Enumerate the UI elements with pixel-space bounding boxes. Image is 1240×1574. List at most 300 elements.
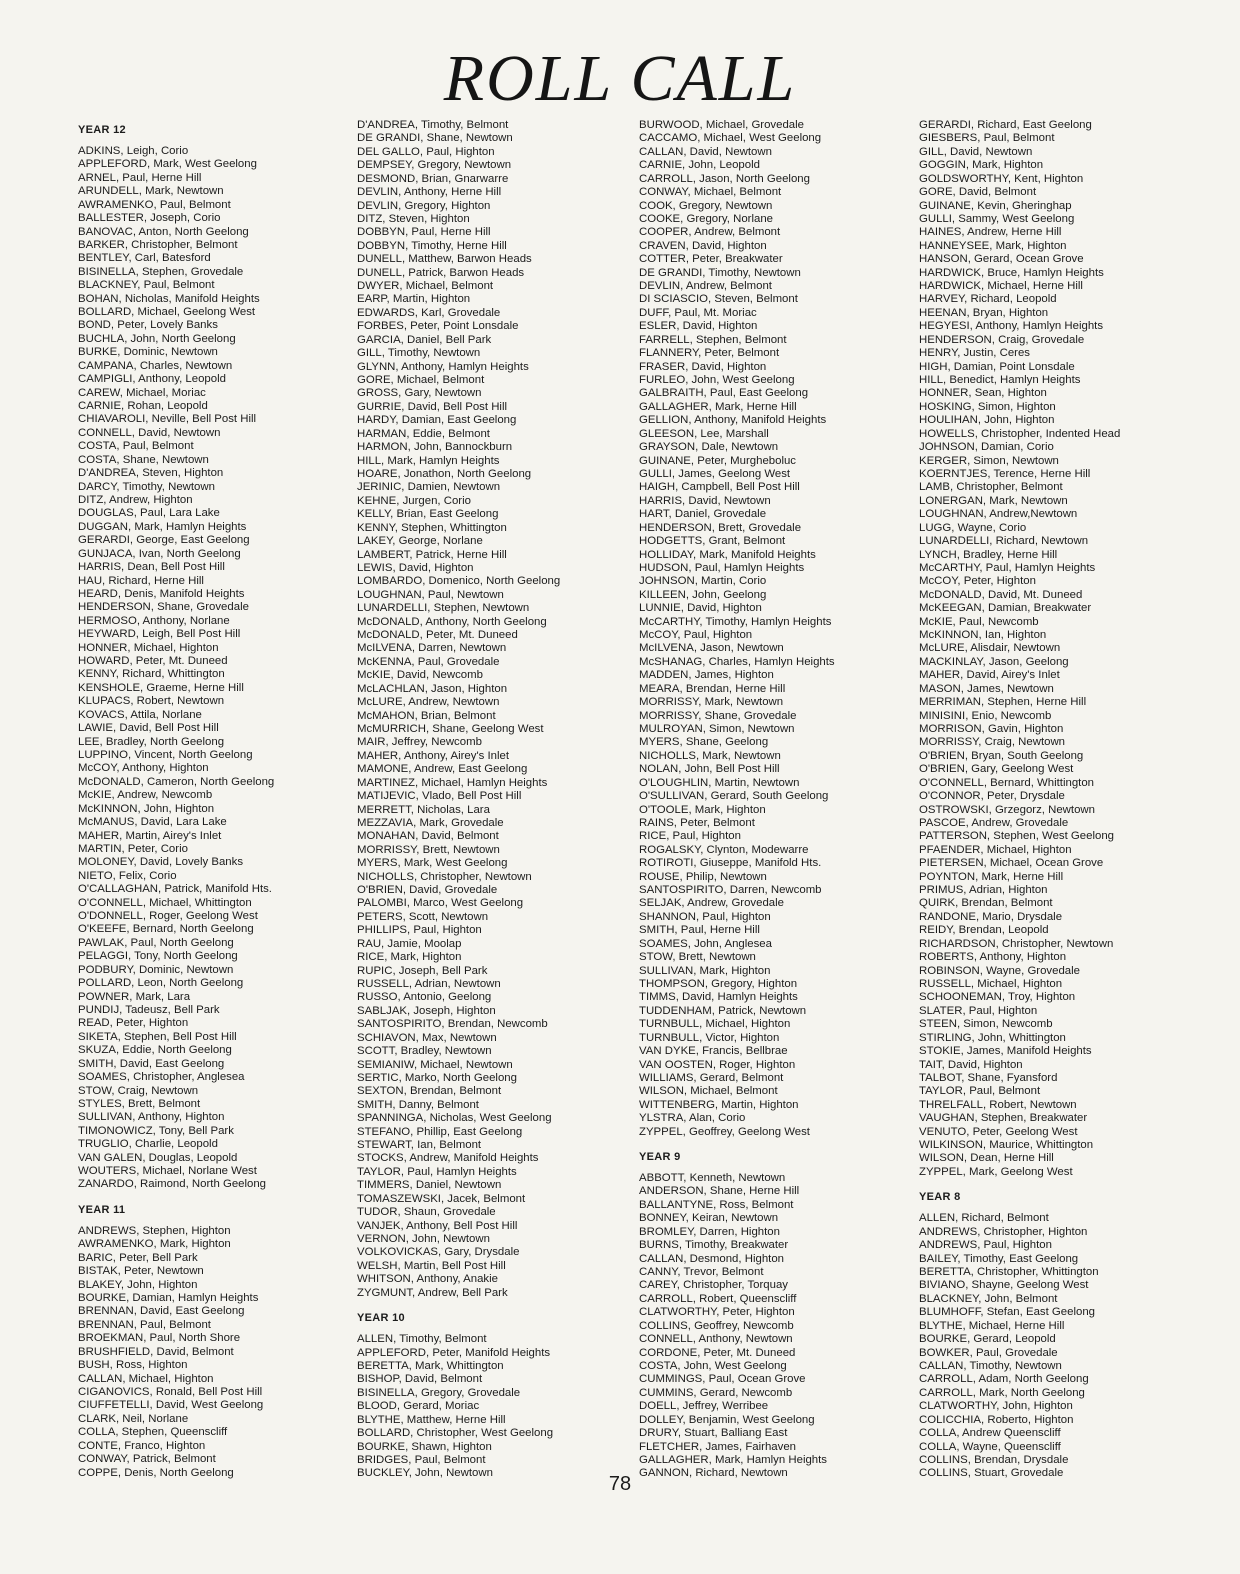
- student-entry: PHILLIPS, Paul, Highton: [357, 924, 482, 937]
- student-entry: BISTAK, Peter, Newtown: [78, 1265, 204, 1278]
- student-entry: SULLIVAN, Anthony, Highton: [78, 1111, 225, 1124]
- student-entry: TURNBULL, Michael, Highton: [639, 1018, 791, 1031]
- student-entry: BOLLARD, Christopher, West Geelong: [357, 1427, 554, 1440]
- year-heading: YEAR 12: [78, 124, 126, 136]
- student-entry: O'CALLAGHAN, Patrick, Manifold Hts.: [78, 883, 272, 896]
- student-entry: RANDONE, Mario, Drysdale: [919, 910, 1063, 923]
- student-entry: CONNELL, Anthony, Newtown: [639, 1333, 793, 1346]
- student-entry: DOBBYN, Paul, Herne Hill: [357, 226, 491, 239]
- student-entry: MAMONE, Andrew, East Geelong: [357, 763, 528, 776]
- student-entry: BOLLARD, Michael, Geelong West: [78, 306, 256, 319]
- student-entry: BRUSHFIELD, David, Belmont: [78, 1345, 234, 1358]
- student-entry: O'CONNELL, Michael, Whittington: [78, 896, 252, 909]
- student-entry: GULLI, James, Geelong West: [639, 467, 791, 480]
- student-entry: DUNELL, Patrick, Barwon Heads: [357, 266, 525, 279]
- student-entry: HAU, Richard, Herne Hill: [78, 574, 204, 587]
- student-entry: O'TOOLE, Mark, Highton: [639, 803, 766, 816]
- student-entry: SOAMES, Christopher, Anglesea: [78, 1071, 245, 1084]
- student-entry: McMURRICH, Shane, Geelong West: [357, 722, 544, 735]
- student-entry: COOKE, Gregory, Norlane: [639, 212, 773, 225]
- student-entry: JOHNSON, Martin, Corio: [639, 575, 767, 588]
- student-entry: BIVIANO, Shayne, Geelong West: [919, 1279, 1089, 1292]
- student-entry: RICHARDSON, Christopher, Newtown: [919, 937, 1114, 950]
- student-entry: LAKEY, George, Norlane: [357, 535, 483, 548]
- student-entry: ESLER, David, Highton: [639, 320, 758, 333]
- student-entry: CUMMINS, Gerard, Newcomb: [639, 1386, 793, 1399]
- student-entry: PELAGGI, Tony, North Geelong: [78, 950, 238, 963]
- student-entry: RUSSELL, Adrian, Newtown: [357, 978, 501, 990]
- student-entry: COLLA, Andrew Queenscliff: [919, 1427, 1061, 1440]
- student-entry: DWYER, Michael, Belmont: [357, 280, 494, 293]
- student-entry: McCOY, Peter, Highton: [919, 575, 1036, 588]
- student-entry: DEVLIN, Anthony, Herne Hill: [357, 186, 502, 199]
- student-entry: CLATWORTHY, John, Highton: [919, 1400, 1073, 1413]
- student-entry: VAUGHAN, Stephen, Breakwater: [919, 1112, 1088, 1125]
- year-section: [919, 119, 1211, 1179]
- student-entry: D'ANDREA, Steven, Highton: [78, 467, 224, 480]
- student-entry: LAMB, Christopher, Belmont: [919, 481, 1063, 494]
- student-entry: CIUFFETELLI, David, West Geelong: [78, 1399, 264, 1412]
- student-entry: CRAVEN, David, Highton: [639, 239, 767, 252]
- student-entry: FORBES, Peter, Point Lonsdale: [357, 320, 519, 333]
- student-entry: COLLINS, Geoffrey, Newcomb: [639, 1319, 794, 1332]
- student-entry: WILLIAMS, Gerard, Belmont: [639, 1071, 784, 1084]
- student-entry: HARDWICK, Michael, Herne Hill: [919, 280, 1083, 293]
- student-entry: GOGGIN, Mark, Highton: [919, 159, 1044, 172]
- student-entry: GUNJACA, Ivan, North Geelong: [78, 547, 241, 560]
- student-entry: CIGANOVICS, Ronald, Bell Post Hill: [78, 1385, 263, 1398]
- student-entry: McKIE, David, Newcomb: [357, 669, 483, 682]
- student-entry: SANTOSPIRITO, Darren, Newcomb: [639, 884, 822, 897]
- student-entry: STOCKS, Andrew, Manifold Heights: [357, 1152, 539, 1165]
- year-heading: YEAR 10: [357, 1312, 405, 1325]
- student-entry: LUNARDELLI, Stephen, Newtown: [357, 602, 530, 615]
- student-list: [919, 1212, 1211, 1480]
- student-list: [78, 1225, 370, 1480]
- student-entry: MYERS, Mark, West Geelong: [357, 857, 508, 870]
- student-entry: BENTLEY, Carl, Batesford: [78, 252, 211, 265]
- student-entry: GERARDI, George, East Geelong: [78, 534, 250, 547]
- student-entry: ZYGMUNT, Andrew, Bell Park: [357, 1286, 508, 1299]
- student-entry: PAWLAK, Paul, North Geelong: [78, 936, 234, 949]
- student-entry: RUPIC, Joseph, Bell Park: [357, 964, 488, 977]
- student-list: [919, 119, 1211, 1179]
- student-entry: O'SULLIVAN, Gerard, South Geelong: [639, 790, 829, 803]
- student-entry: ALLEN, Timothy, Belmont: [357, 1333, 487, 1346]
- student-entry: GOLDSWORTHY, Kent, Highton: [919, 172, 1084, 185]
- student-entry: LOMBARDO, Domenico, North Geelong: [357, 575, 561, 588]
- student-entry: O'DONNELL, Roger, Geelong West: [78, 910, 258, 923]
- student-entry: COLLINS, Stuart, Grovedale: [919, 1467, 1064, 1480]
- student-entry: NOLAN, John, Bell Post Hill: [639, 763, 780, 776]
- student-entry: VAN OOSTEN, Roger, Highton: [639, 1058, 796, 1071]
- student-entry: WITTENBERG, Martin, Highton: [639, 1098, 799, 1111]
- student-entry: O'BRIEN, Gary, Geelong West: [919, 763, 1074, 776]
- student-entry: MONAHAN, David, Belmont: [357, 830, 499, 843]
- student-entry: MERRIMAN, Stephen, Herne Hill: [919, 696, 1087, 709]
- student-entry: BOWKER, Paul, Grovedale: [919, 1346, 1058, 1359]
- student-entry: MAHER, Martin, Airey's Inlet: [78, 829, 222, 842]
- student-entry: REIDY, Brendan, Leopold: [919, 924, 1049, 937]
- student-entry: D'ANDREA, Timothy, Belmont: [357, 119, 509, 131]
- student-entry: McLURE, Andrew, Newtown: [357, 696, 500, 709]
- student-entry: CARNIE, John, Leopold: [639, 159, 760, 172]
- student-entry: ZYPPEL, Mark, Geelong West: [919, 1165, 1073, 1178]
- student-entry: SOAMES, John, Anglesea: [639, 937, 772, 950]
- student-entry: NICHOLLS, Mark, Newtown: [639, 749, 781, 762]
- student-entry: DE GRANDI, Shane, Newtown: [357, 132, 513, 145]
- student-entry: MORRISON, Gavin, Highton: [919, 722, 1064, 735]
- student-entry: CAREW, Michael, Moriac: [78, 386, 206, 399]
- student-entry: CARROLL, Mark, North Geelong: [919, 1386, 1085, 1399]
- student-entry: MYERS, Shane, Geelong: [639, 736, 769, 749]
- student-entry: GORE, Michael, Belmont: [357, 374, 485, 387]
- student-entry: RICE, Mark, Highton: [357, 951, 462, 964]
- student-entry: KERGER, Simon, Newtown: [919, 454, 1059, 467]
- student-entry: COTTER, Peter, Breakwater: [639, 253, 783, 266]
- student-entry: FURLEO, John, West Geelong: [639, 374, 795, 387]
- student-entry: HENDERSON, Shane, Grovedale: [78, 601, 249, 614]
- student-entry: OSTROWSKI, Grzegorz, Newtown: [919, 803, 1095, 816]
- student-entry: CARROLL, Robert, Queenscliff: [639, 1292, 797, 1305]
- student-entry: CHIAVAROLI, Neville, Bell Post Hill: [78, 413, 257, 426]
- student-entry: CONNELL, David, Newtown: [78, 426, 221, 439]
- student-entry: HENDERSON, Brett, Grovedale: [639, 521, 802, 534]
- student-entry: SMITH, David, East Geelong: [78, 1057, 225, 1070]
- student-entry: DUFF, Paul, Mt. Moriac: [639, 306, 757, 319]
- student-entry: PFAENDER, Michael, Highton: [919, 843, 1072, 856]
- student-entry: BOHAN, Nicholas, Manifold Heights: [78, 292, 260, 305]
- student-entry: COPPE, Denis, North Geelong: [78, 1466, 234, 1479]
- student-entry: HODGETTS, Grant, Belmont: [639, 535, 786, 548]
- student-entry: McCOY, Paul, Highton: [639, 629, 753, 642]
- student-entry: HARRIS, David, Newtown: [639, 494, 771, 507]
- student-entry: MORRISSY, Craig, Newtown: [919, 736, 1066, 749]
- student-entry: BLACKNEY, Paul, Belmont: [78, 279, 215, 292]
- student-entry: HEENAN, Bryan, Highton: [919, 306, 1049, 319]
- student-entry: ZANARDO, Raimond, North Geelong: [78, 1178, 267, 1191]
- page-number: 78: [608, 1473, 632, 1495]
- student-entry: CALLAN, Desmond, Highton: [639, 1252, 784, 1265]
- student-entry: CAMPIGLI, Anthony, Leopold: [78, 373, 226, 386]
- student-entry: STOW, Brett, Newtown: [639, 951, 756, 964]
- student-entry: FLANNERY, Peter, Belmont: [639, 347, 780, 360]
- student-entry: GUINANE, Kevin, Gheringhap: [919, 199, 1072, 212]
- student-entry: HOWARD, Peter, Mt. Duneed: [78, 655, 228, 668]
- student-entry: DOLLEY, Benjamin, West Geelong: [639, 1413, 815, 1426]
- student-entry: MEZZAVIA, Mark, Grovedale: [357, 816, 504, 829]
- student-entry: McDONALD, Peter, Mt. Duneed: [357, 629, 518, 642]
- student-entry: O'LOUGHLIN, Martin, Newtown: [639, 776, 800, 789]
- student-entry: WHITSON, Anthony, Anakie: [357, 1273, 498, 1286]
- student-entry: KENNY, Stephen, Whittington: [357, 521, 507, 534]
- student-list: [357, 119, 649, 1300]
- student-entry: GORE, David, Belmont: [919, 186, 1037, 199]
- student-entry: SELJAK, Andrew, Grovedale: [639, 897, 784, 910]
- student-entry: HARVEY, Richard, Leopold: [919, 293, 1057, 306]
- student-entry: HARDWICK, Bruce, Hamlyn Heights: [919, 266, 1104, 279]
- student-entry: PIETERSEN, Michael, Ocean Grove: [919, 857, 1104, 870]
- student-entry: BARIC, Peter, Bell Park: [78, 1251, 198, 1264]
- student-entry: BISINELLA, Gregory, Grovedale: [357, 1386, 521, 1399]
- student-entry: HEGYESI, Anthony, Hamlyn Heights: [919, 320, 1104, 333]
- year-section: [78, 1203, 370, 1480]
- student-entry: HOULIHAN, John, Highton: [919, 414, 1055, 427]
- student-entry: BLYTHE, Michael, Herne Hill: [919, 1319, 1065, 1332]
- student-entry: SCHIAVON, Max, Newtown: [357, 1031, 497, 1044]
- student-entry: TAYLOR, Paul, Hamlyn Heights: [357, 1165, 517, 1178]
- student-entry: AWRAMENKO, Mark, Highton: [78, 1238, 231, 1251]
- year-section: [919, 1190, 1211, 1480]
- student-entry: STIRLING, John, Whittington: [919, 1031, 1066, 1044]
- student-entry: BROEKMAN, Paul, North Shore: [78, 1332, 241, 1345]
- student-entry: ROGALSKY, Clynton, Modewarre: [639, 843, 809, 856]
- student-entry: SCHOONEMAN, Troy, Highton: [919, 991, 1076, 1004]
- student-entry: DARCY, Timothy, Newtown: [78, 480, 215, 493]
- student-entry: KEHNE, Jurgen, Corio: [357, 494, 471, 507]
- student-entry: MAHER, David, Airey's Inlet: [919, 669, 1060, 682]
- student-entry: ALLEN, Richard, Belmont: [919, 1212, 1049, 1225]
- student-entry: FRASER, David, Highton: [639, 360, 767, 373]
- student-entry: HEYWARD, Leigh, Bell Post Hill: [78, 628, 241, 641]
- student-entry: ROTIROTI, Giuseppe, Manifold Hts.: [639, 857, 822, 870]
- student-entry: QUIRK, Brendan, Belmont: [919, 897, 1053, 910]
- year-section: [357, 1311, 649, 1481]
- student-entry: EDWARDS, Karl, Grovedale: [357, 306, 501, 319]
- student-entry: MARTIN, Peter, Corio: [78, 842, 188, 855]
- student-entry: McILVENA, Jason, Newtown: [639, 642, 784, 655]
- student-entry: PUNDIJ, Tadeusz, Bell Park: [78, 1004, 220, 1016]
- student-entry: SABLJAK, Joseph, Highton: [357, 1004, 496, 1017]
- student-entry: O'BRIEN, David, Grovedale: [357, 884, 498, 897]
- student-entry: DI SCIASCIO, Steven, Belmont: [639, 293, 798, 306]
- student-entry: HANSON, Gerard, Ocean Grove: [919, 253, 1084, 266]
- student-entry: HOSKING, Simon, Highton: [919, 400, 1056, 413]
- student-entry: JOHNSON, Damian, Corio: [919, 441, 1054, 454]
- student-entry: O'KEEFE, Bernard, North Geelong: [78, 923, 254, 936]
- student-entry: MORRISSY, Shane, Grovedale: [639, 709, 797, 722]
- student-entry: WOUTERS, Michael, Norlane West: [78, 1165, 257, 1178]
- student-entry: SEXTON, Brendan, Belmont: [357, 1085, 502, 1098]
- student-entry: CLATWORTHY, Peter, Highton: [639, 1306, 795, 1319]
- roll-column-2: [357, 119, 649, 1492]
- student-entry: LAMBERT, Patrick, Herne Hill: [357, 548, 507, 561]
- student-entry: CALLAN, Timothy, Newtown: [919, 1359, 1062, 1372]
- student-entry: McMAHON, Brian, Belmont: [357, 709, 496, 722]
- student-entry: McKIE, Paul, Newcomb: [919, 615, 1039, 628]
- student-entry: STOW, Craig, Newtown: [78, 1084, 199, 1097]
- student-entry: McILVENA, Darren, Newtown: [357, 642, 507, 655]
- student-entry: STEWART, Ian, Belmont: [357, 1139, 482, 1152]
- student-entry: NICHOLLS, Christopher, Newtown: [357, 870, 532, 883]
- student-entry: O'CONNELL, Bernard, Whittington: [919, 776, 1095, 789]
- student-entry: GILL, David, Newtown: [919, 145, 1033, 158]
- year-section: [78, 123, 370, 1192]
- student-entry: HONNER, Michael, Highton: [78, 641, 219, 654]
- student-entry: RICE, Paul, Highton: [639, 830, 741, 843]
- student-entry: CARNIE, Rohan, Leopold: [78, 400, 208, 413]
- student-entry: SERTIC, Marko, North Geelong: [357, 1071, 517, 1084]
- student-entry: GIESBERS, Paul, Belmont: [919, 132, 1055, 145]
- student-entry: BLACKNEY, John, Belmont: [919, 1292, 1058, 1305]
- student-entry: HARDY, Damian, East Geelong: [357, 414, 517, 427]
- student-entry: HERMOSO, Anthony, Norlane: [78, 614, 230, 627]
- student-entry: BLAKEY, John, Highton: [78, 1278, 198, 1291]
- student-entry: MACKINLAY, Jason, Geelong: [919, 655, 1069, 668]
- student-entry: ANDREWS, Paul, Highton: [919, 1239, 1052, 1252]
- student-entry: HIGH, Damian, Point Lonsdale: [919, 360, 1075, 373]
- student-entry: BOURKE, Gerard, Leopold: [919, 1333, 1056, 1346]
- student-entry: COLLINS, Brendan, Drysdale: [919, 1453, 1069, 1466]
- student-entry: SEMIANIW, Michael, Newtown: [357, 1058, 513, 1071]
- student-entry: GERARDI, Richard, East Geelong: [919, 119, 1092, 131]
- student-entry: BOURKE, Damian, Hamlyn Heights: [78, 1292, 259, 1305]
- student-entry: CUMMINGS, Paul, Ocean Grove: [639, 1373, 806, 1386]
- student-entry: COSTA, Shane, Newtown: [78, 453, 209, 466]
- student-entry: HARRIS, Dean, Bell Post Hill: [78, 561, 225, 574]
- student-entry: LUNARDELLI, Richard, Newtown: [919, 535, 1089, 548]
- student-entry: MULROYAN, Simon, Newtown: [639, 722, 795, 735]
- student-entry: COOPER, Andrew, Belmont: [639, 226, 781, 239]
- student-entry: VANJEK, Anthony, Bell Post Hill: [357, 1219, 518, 1232]
- student-entry: ZYPPEL, Geoffrey, Geelong West: [639, 1125, 810, 1138]
- student-entry: DOBBYN, Timothy, Herne Hill: [357, 239, 507, 252]
- student-entry: VAN DYKE, Francis, Bellbrae: [639, 1045, 788, 1058]
- year-section: [639, 119, 931, 1139]
- student-entry: HART, Daniel, Grovedale: [639, 508, 767, 521]
- student-entry: McDONALD, Anthony, North Geelong: [357, 615, 547, 628]
- student-entry: O'BRIEN, Bryan, South Geelong: [919, 749, 1084, 762]
- student-entry: CAREY, Christopher, Torquay: [639, 1279, 788, 1292]
- student-entry: HILL, Mark, Hamlyn Heights: [357, 454, 500, 467]
- student-entry: CLARK, Neil, Norlane: [78, 1412, 189, 1425]
- roll-column-3: [639, 119, 931, 1492]
- student-entry: CONWAY, Michael, Belmont: [639, 186, 782, 199]
- student-entry: HARMON, John, Bannockburn: [357, 441, 513, 454]
- student-entry: BALLANTYNE, Ross, Belmont: [639, 1198, 794, 1211]
- student-entry: BAILEY, Timothy, East Geelong: [919, 1252, 1079, 1265]
- student-entry: SMITH, Danny, Belmont: [357, 1098, 479, 1111]
- student-entry: DEVLIN, Andrew, Belmont: [639, 280, 772, 293]
- student-entry: EARP, Martin, Highton: [357, 293, 471, 306]
- student-entry: MORRISSY, Brett, Newtown: [357, 843, 500, 856]
- student-entry: LUNNIE, David, Highton: [639, 602, 762, 615]
- student-entry: COLLA, Wayne, Queenscliff: [919, 1440, 1061, 1453]
- student-entry: WILSON, Dean, Herne Hill: [919, 1152, 1054, 1165]
- student-entry: TAIT, David, Highton: [919, 1058, 1023, 1071]
- student-entry: POYNTON, Mark, Herne Hill: [919, 870, 1064, 883]
- student-entry: GLEESON, Lee, Marshall: [639, 427, 769, 440]
- student-entry: McKINNON, John, Highton: [78, 802, 215, 815]
- student-entry: MASON, James, Newtown: [919, 682, 1054, 695]
- student-entry: TOMASZEWSKI, Jacek, Belmont: [357, 1192, 526, 1205]
- student-entry: DUGGAN, Mark, Hamlyn Heights: [78, 520, 247, 533]
- student-entry: COLLA, Stephen, Queenscliff: [78, 1426, 228, 1439]
- student-entry: BLYTHE, Matthew, Herne Hill: [357, 1413, 506, 1426]
- student-entry: DEVLIN, Gregory, Highton: [357, 199, 491, 212]
- student-entry: GRAYSON, Dale, Newtown: [639, 441, 779, 454]
- student-list: [639, 1172, 931, 1481]
- student-entry: VERNON, John, Newtown: [357, 1233, 490, 1246]
- student-entry: THRELFALL, Robert, Newtown: [919, 1098, 1077, 1111]
- student-entry: CAMPANA, Charles, Newtown: [78, 359, 233, 372]
- student-entry: BALLESTER, Joseph, Corio: [78, 212, 221, 225]
- student-entry: SMITH, Paul, Herne Hill: [639, 924, 760, 937]
- student-entry: TUDDENHAM, Patrick, Newtown: [639, 1004, 807, 1017]
- student-entry: McCARTHY, Paul, Hamlyn Heights: [919, 561, 1096, 574]
- student-entry: DUNELL, Matthew, Barwon Heads: [357, 253, 532, 266]
- student-entry: GANNON, Richard, Newtown: [639, 1467, 788, 1480]
- student-entry: LEWIS, David, Highton: [357, 561, 474, 574]
- student-entry: APPLEFORD, Mark, West Geelong: [78, 158, 257, 171]
- student-entry: BURNS, Timothy, Breakwater: [639, 1239, 789, 1252]
- year-section: [357, 119, 649, 1300]
- student-entry: KENNY, Richard, Whittington: [78, 668, 225, 681]
- student-entry: MEARA, Brendan, Herne Hill: [639, 682, 786, 695]
- student-entry: COOK, Gregory, Newtown: [639, 199, 773, 212]
- student-entry: MINISINI, Enio, Newcomb: [919, 709, 1052, 722]
- student-entry: SANTOSPIRITO, Brendan, Newcomb: [357, 1018, 548, 1031]
- student-entry: TRUGLIO, Charlie, Leopold: [78, 1138, 218, 1151]
- student-entry: KILLEEN, John, Geelong: [639, 588, 767, 601]
- student-entry: KLUPACS, Robert, Newtown: [78, 695, 225, 708]
- student-entry: DOUGLAS, Paul, Lara Lake: [78, 507, 220, 520]
- student-entry: RAU, Jamie, Moolap: [357, 937, 462, 950]
- student-entry: RUSSO, Antonio, Geelong: [357, 991, 492, 1004]
- student-entry: BANOVAC, Anton, North Geelong: [78, 225, 249, 238]
- student-entry: PRIMUS, Adrian, Highton: [919, 884, 1048, 897]
- student-entry: SLATER, Paul, Highton: [919, 1004, 1038, 1017]
- student-entry: COLICCHIA, Roberto, Highton: [919, 1413, 1074, 1426]
- student-entry: LEE, Bradley, North Geelong: [78, 735, 225, 748]
- student-entry: CORDONE, Peter, Mt. Duneed: [639, 1346, 796, 1359]
- student-entry: McKENNA, Paul, Grovedale: [357, 655, 500, 668]
- student-entry: ARUNDELL, Mark, Newtown: [78, 185, 224, 198]
- student-entry: KENSHOLE, Graeme, Herne Hill: [78, 681, 244, 694]
- student-entry: GULLI, Sammy, West Geelong: [919, 212, 1075, 225]
- student-entry: McLACHLAN, Jason, Highton: [357, 682, 508, 695]
- student-entry: LYNCH, Bradley, Herne Hill: [919, 548, 1058, 561]
- student-entry: TAYLOR, Paul, Belmont: [919, 1085, 1041, 1098]
- student-entry: ROBERTS, Anthony, Highton: [919, 951, 1067, 964]
- student-entry: DE GRANDI, Timothy, Newtown: [639, 266, 801, 279]
- student-entry: GROSS, Gary, Newtown: [357, 387, 482, 400]
- student-entry: DRURY, Stuart, Balliang East: [639, 1427, 788, 1440]
- student-entry: VENUTO, Peter, Geelong West: [919, 1125, 1078, 1138]
- student-entry: RAINS, Peter, Belmont: [639, 816, 755, 829]
- student-entry: CALLAN, David, Newtown: [639, 145, 772, 158]
- student-entry: GILL, Timothy, Newtown: [357, 347, 481, 360]
- student-entry: CACCAMO, Michael, West Geelong: [639, 132, 822, 145]
- student-entry: DOELL, Jeffrey, Werribee: [639, 1400, 769, 1413]
- student-entry: PALOMBI, Marco, West Geelong: [357, 897, 524, 910]
- student-entry: COSTA, Paul, Belmont: [78, 440, 194, 453]
- student-entry: CARROLL, Adam, North Geelong: [919, 1373, 1089, 1386]
- student-entry: READ, Peter, Highton: [78, 1017, 189, 1030]
- student-entry: PASCOE, Andrew, Grovedale: [919, 816, 1069, 829]
- student-entry: McDONALD, Cameron, North Geelong: [78, 775, 275, 788]
- student-entry: SULLIVAN, Mark, Highton: [639, 964, 771, 977]
- student-entry: STEEN, Simon, Newcomb: [919, 1018, 1053, 1031]
- student-entry: McKEEGAN, Damian, Breakwater: [919, 602, 1092, 615]
- student-entry: THOMPSON, Gregory, Highton: [639, 978, 798, 990]
- student-entry: VOLKOVICKAS, Gary, Drysdale: [357, 1246, 520, 1259]
- student-entry: GALLAGHER, Mark, Herne Hill: [639, 400, 797, 413]
- student-entry: CALLAN, Michael, Highton: [78, 1372, 214, 1385]
- student-entry: HOARE, Jonathon, North Geelong: [357, 467, 532, 480]
- student-entry: MERRETT, Nicholas, Lara: [357, 803, 490, 816]
- student-entry: HUDSON, Paul, Hamlyn Heights: [639, 561, 805, 574]
